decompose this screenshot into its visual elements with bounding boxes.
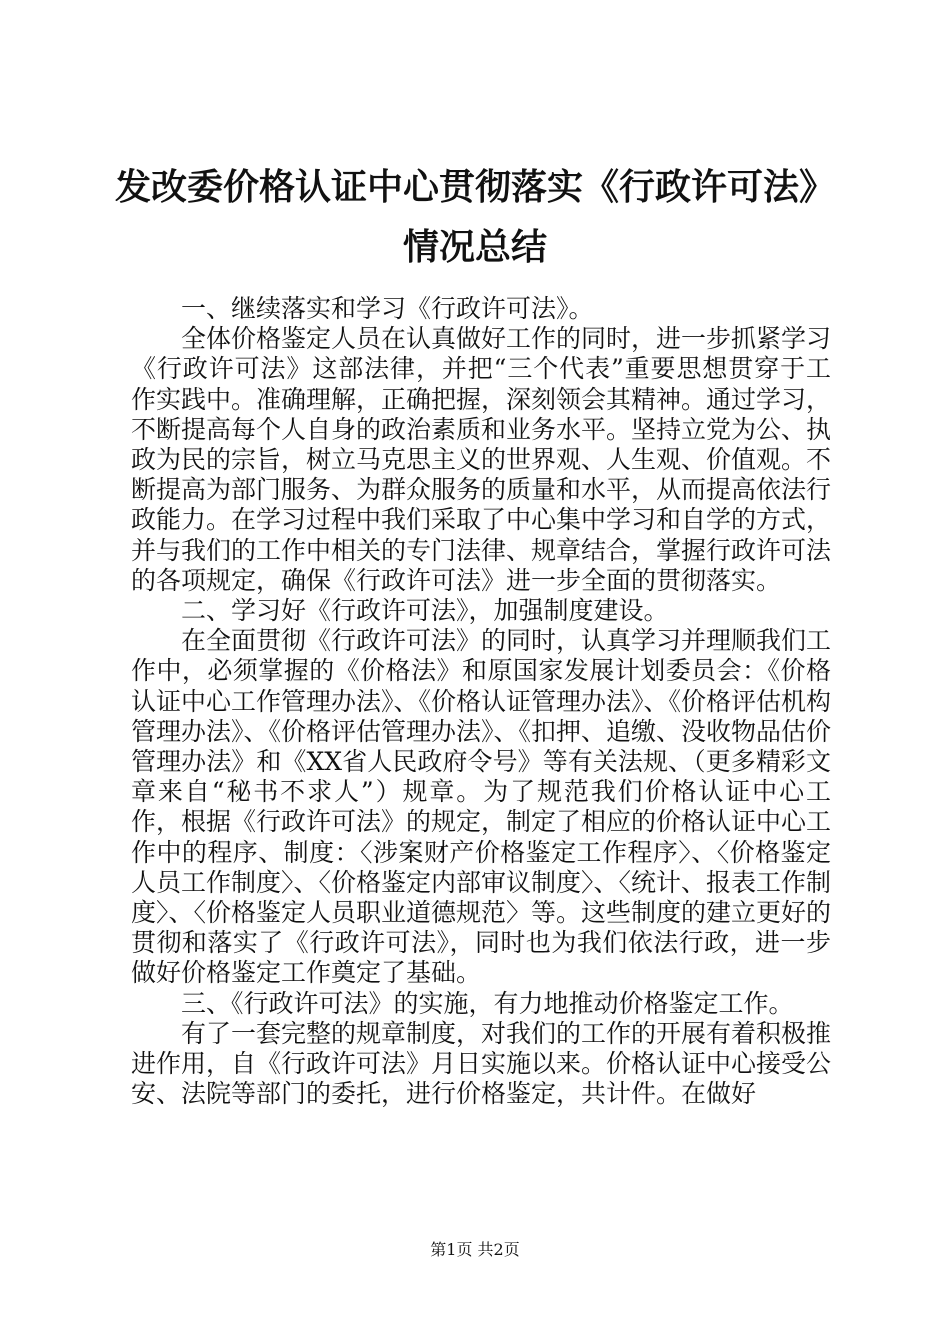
- document-title: [100, 158, 850, 278]
- body-paragraph-1: 全体价格鉴定人员在认真做好工作的同时，进一步抓紧学习《行政许可法》这部法律，并把“三个代表”重要思想贯穿于工作实践中。准确理解，正确把握，深刻领会其精神。通过学习，不断提高每个人自身的政治素质和业务水平。坚持立党为公、执政为民的宗旨，树立马克思主义的世界观、人生观、价值观。不断提高为部门服务、为群众服务的质量和水平，从而提高依法行政能力。在学习过程中我们采取了中心集中学习和自学的方式，并与我们的工作中相关的专门法律、规章结合，掌握行政许可法的各项规定，确保《行政许可法》进一步全面的贯彻落实。: [131, 324, 832, 595]
- section-heading-3: 三、《行政许可法》的实施，有力地推动价格鉴定工作。: [181, 988, 794, 1018]
- document-body: [131, 294, 831, 1109]
- section-heading-1: 一、继续落实和学习《行政许可法》。: [181, 294, 594, 323]
- title-line-1: 发改委价格认证中心贯彻落实《行政许可法》: [114, 167, 835, 208]
- page-footer: 第1页 共2页: [430, 1240, 520, 1259]
- section-heading-2: 二、学习好《行政许可法》，加强制度建设。: [181, 596, 669, 626]
- body-paragraph-3: 有了一套完整的规章制度，对我们的工作的开展有着积极推进作用，自《行政许可法》月日实施以来。价格认证中心接受公安、法院等部门的委托，进行价格鉴定，共计件。在做好: [131, 1018, 832, 1109]
- body-paragraph-2: 在全面贯彻《行政许可法》的同时，认真学习并理顺我们工作中，必须掌握的《价格法》和原国家发展计划委员会：《价格认证中心工作管理办法》、《价格认证管理办法》、《价格评估机构管理办法》、《价格评估管理办法》、《扣押、追缴、没收物品估价管理办法》和《XX省人民政府令号》等有关法规、（更多精彩文章来自“秘书不求人”）规章。为了规范我们价格认证中心工作，根据《行政许可法》的规定，制定了相应的价格认证中心工作中的程序、制度：〈涉案财产价格鉴定工作程序〉、〈价格鉴定人员工作制度〉、〈价格鉴定内部审议制度〉、〈统计、报表工作制度〉、〈价格鉴定人员职业道德规范〉等。这些制度的建立更好的贯彻和落实了《行政许可法》，同时也为我们依法行政，进一步做好价格鉴定工作奠定了基础。: [131, 626, 832, 988]
- title-line-2: 情况总结: [402, 227, 547, 268]
